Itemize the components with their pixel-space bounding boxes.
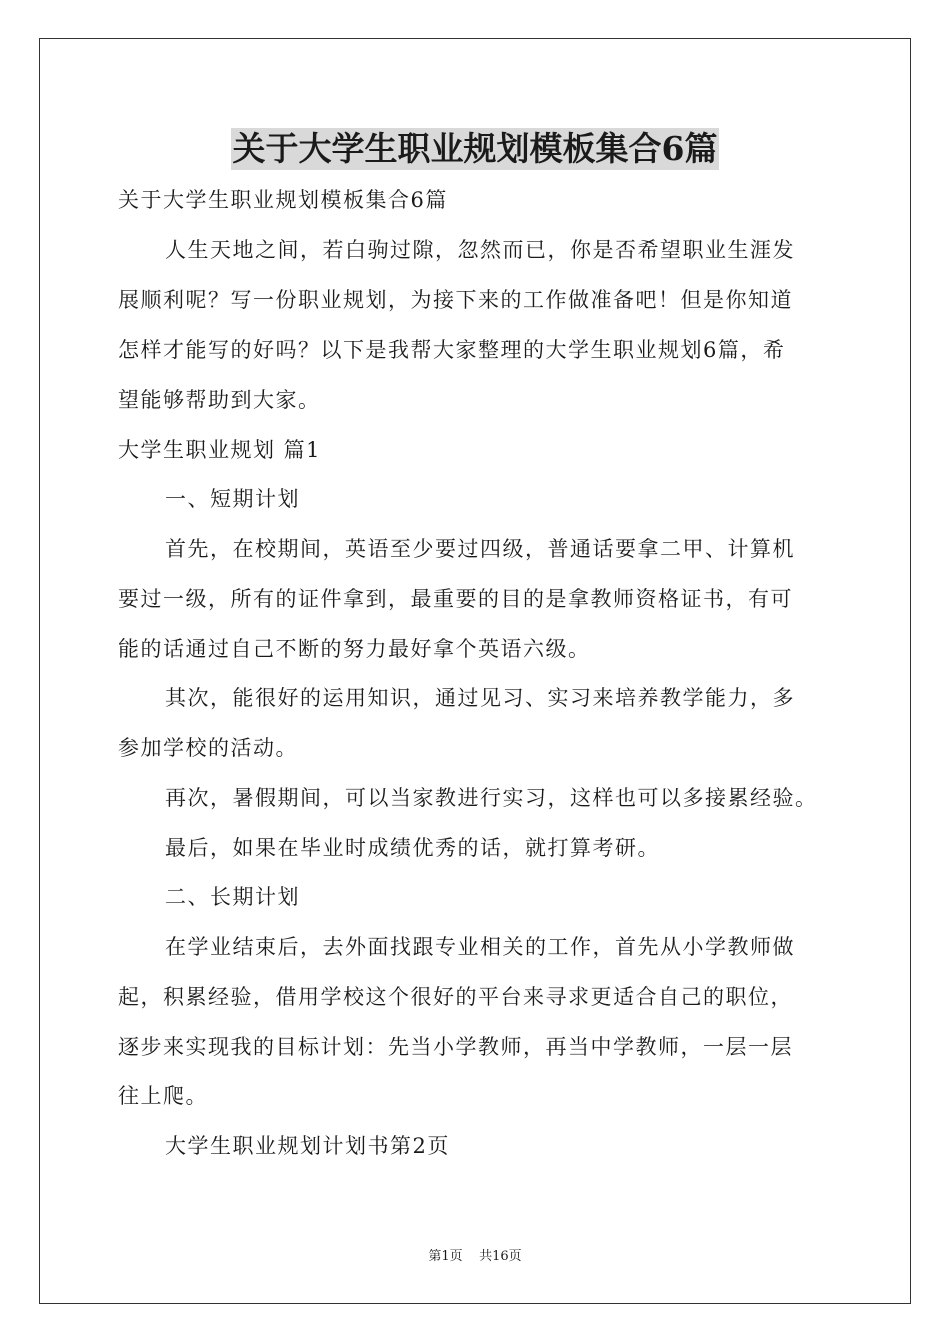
- paragraph-line: 首先，在校期间，英语至少要过四级，普通话要拿二甲、计算机: [165, 537, 795, 561]
- subsection-heading: 二、长期计划: [165, 885, 300, 909]
- paragraph-line: 逐步来实现我的目标计划：先当小学教师，再当中学教师，一层一层: [118, 1035, 793, 1059]
- paragraph-line: 展顺利呢？写一份职业规划，为接下来的工作做准备吧！但是你知道: [118, 288, 793, 312]
- paragraph-line: 其次，能很好的运用知识，通过见习、实习来培养教学能力，多: [165, 686, 795, 710]
- paragraph-line: 起，积累经验，借用学校这个很好的平台来寻求更适合自己的职位，: [118, 985, 793, 1009]
- paragraph-line: 在学业结束后，去外面找跟专业相关的工作，首先从小学教师做: [165, 935, 795, 959]
- paragraph-line: 望能够帮助到大家。: [118, 388, 321, 412]
- document-title: 关于大学生职业规划模板集合6篇: [232, 129, 718, 168]
- page-border: [39, 38, 911, 1304]
- subsection-heading: 一、短期计划: [165, 487, 300, 511]
- section-heading: 大学生职业规划 篇1: [118, 438, 322, 462]
- paragraph-line: 再次，暑假期间，可以当家教进行实习，这样也可以多接累经验。: [165, 786, 818, 810]
- paragraph-line: 大学生职业规划计划书第2页: [165, 1134, 450, 1158]
- document-subtitle: 关于大学生职业规划模板集合6篇: [118, 188, 448, 212]
- paragraph-line: 人生天地之间，若白驹过隙，忽然而已，你是否希望职业生涯发: [165, 238, 795, 262]
- paragraph-line: 怎样才能写的好吗？以下是我帮大家整理的大学生职业规划6篇，希: [118, 338, 786, 362]
- paragraph-line: 往上爬。: [118, 1084, 208, 1108]
- paragraph-line: 参加学校的活动。: [118, 736, 298, 760]
- paragraph-line: 要过一级，所有的证件拿到，最重要的目的是拿教师资格证书，有可: [118, 587, 793, 611]
- title-wrapper: [0, 128, 950, 170]
- paragraph-line: 能的话通过自己不断的努力最好拿个英语六级。: [118, 637, 591, 661]
- paragraph-line: 最后，如果在毕业时成绩优秀的话，就打算考研。: [165, 836, 660, 860]
- page-number-footer: 第1页 共16页: [428, 1249, 522, 1264]
